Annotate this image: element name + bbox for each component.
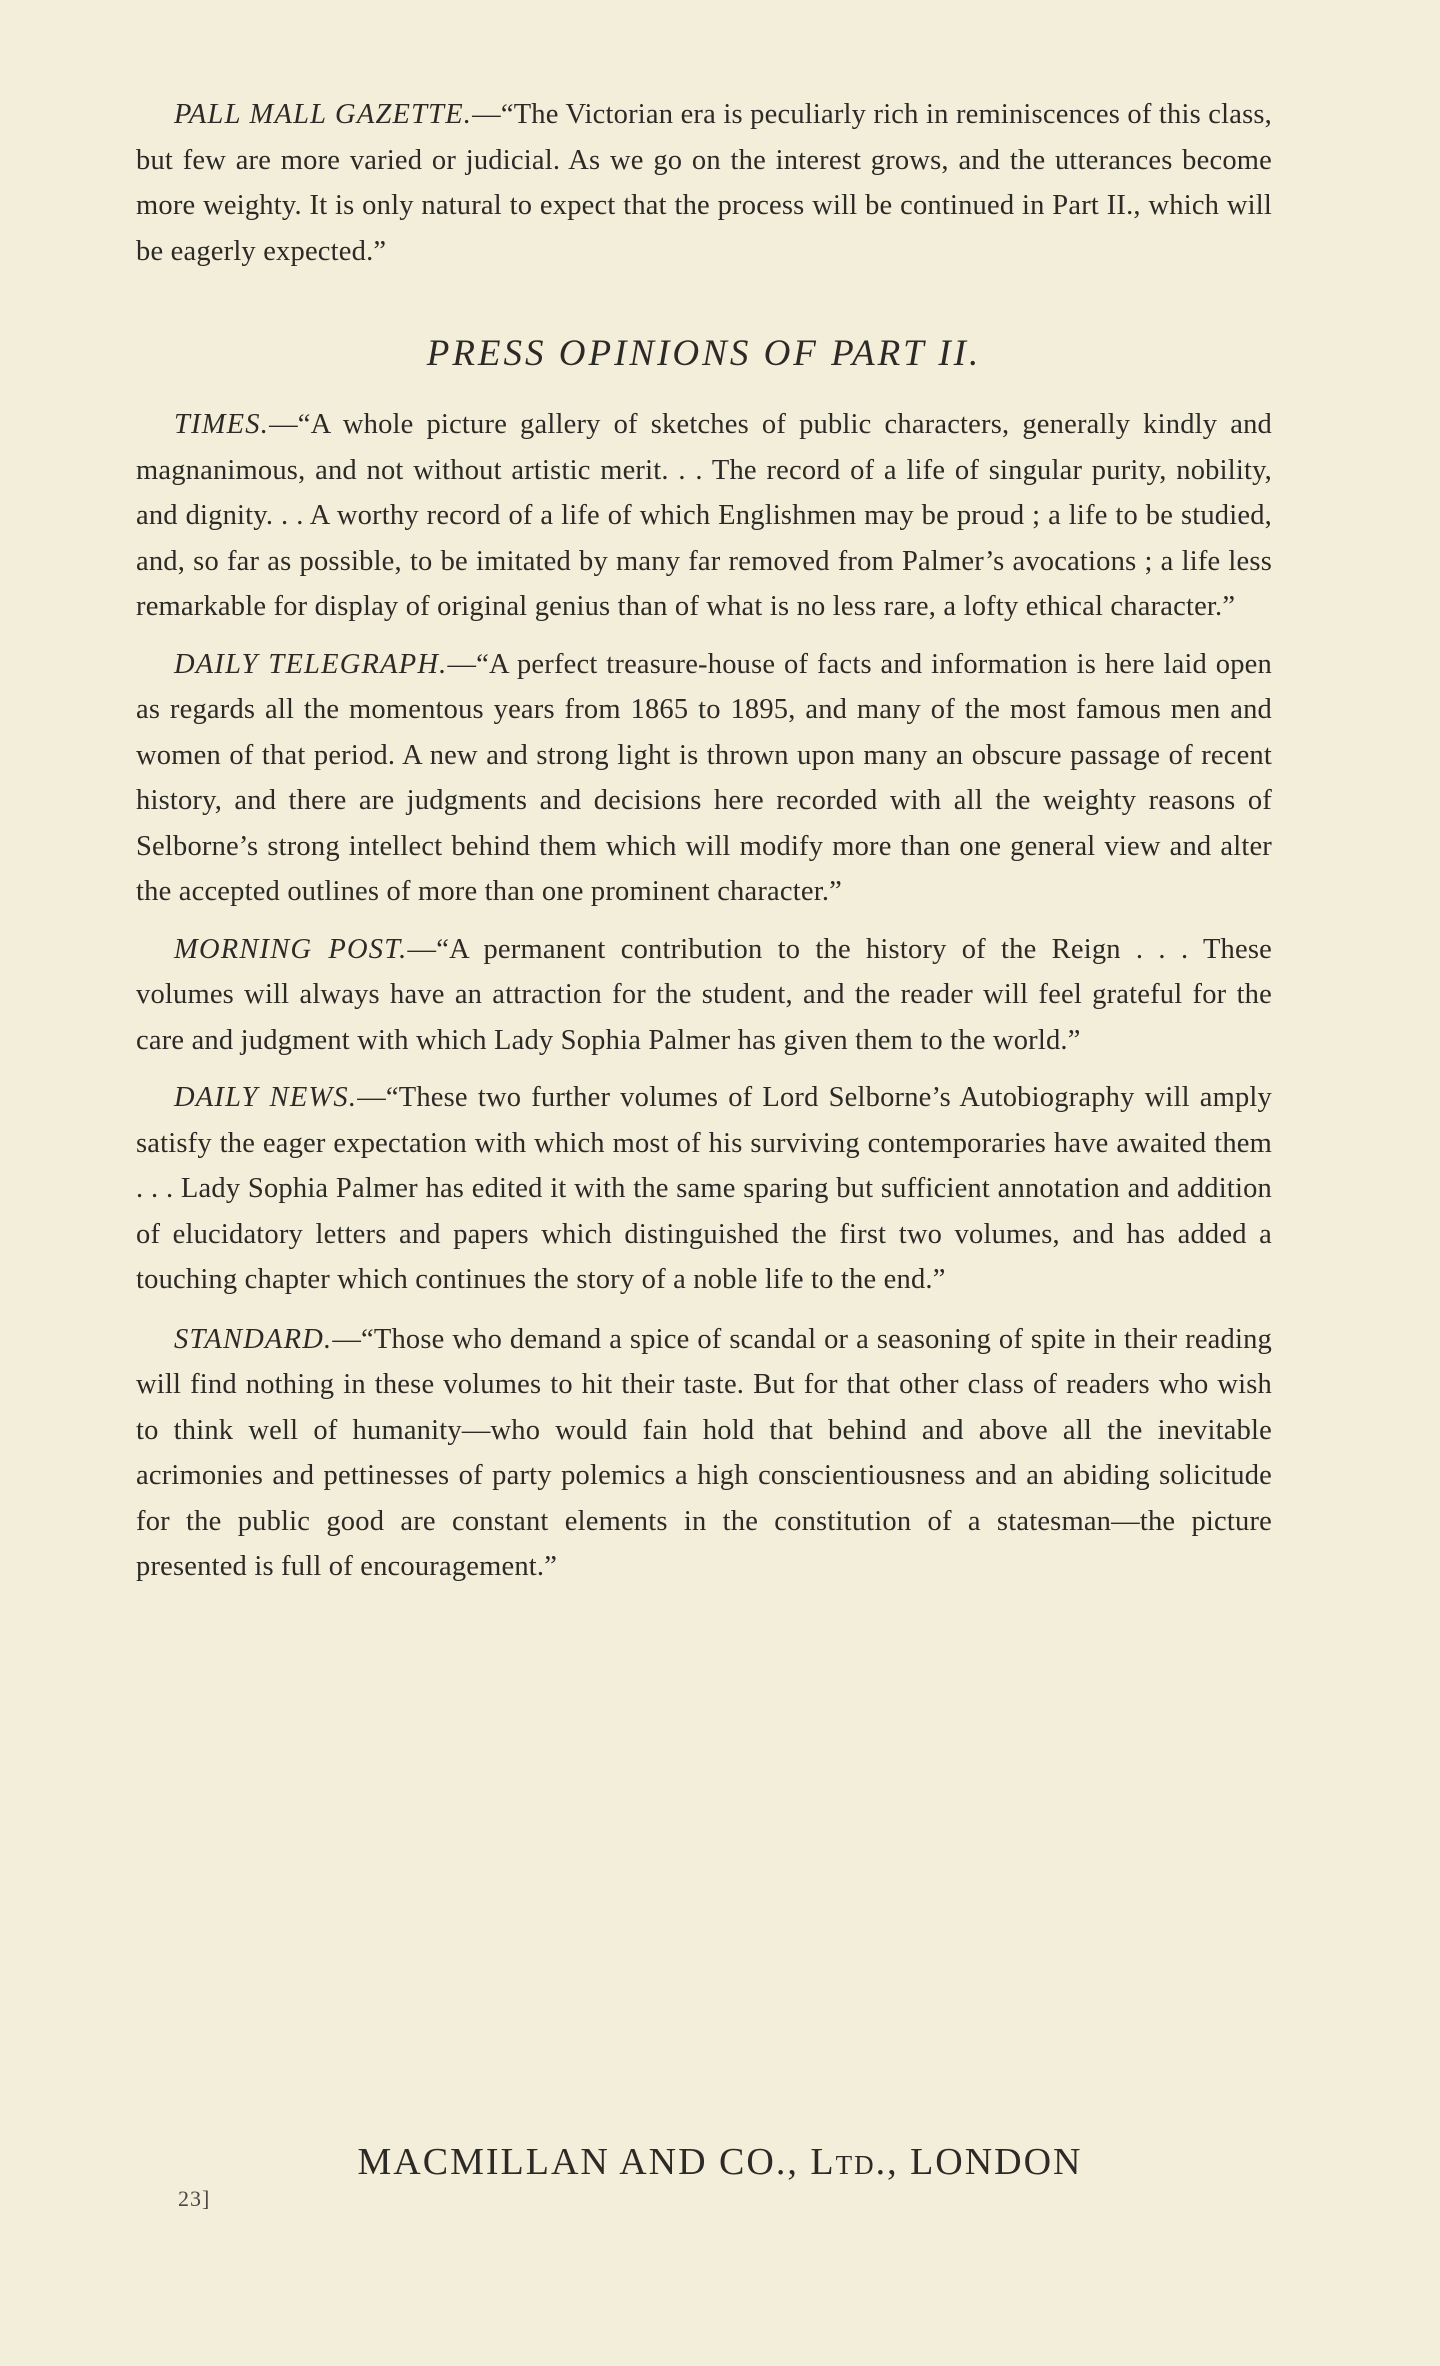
review-standard [136, 1317, 1272, 1590]
section-heading: PRESS OPINIONS OF PART II. [426, 333, 982, 374]
review-quote: —“A perfect treasure-house of facts and information is here laid open as regards all the momentous years from 1865 to 1895, and many of the most famous men and women of that period. A new and strong light is thrown upon many an obscure passage of recent history, and there are judgments and decisions here recorded with all the weighty reasons of Selborne’s strong intellect behind them which will modify more than one general view and alter the accepted outlines of more than one prominent character.” [136, 648, 1272, 907]
page-code: 23] [178, 2186, 211, 2211]
publisher-imprint [0, 2140, 1440, 2184]
publisher-ltd: Ltd., [810, 2141, 899, 2183]
review-daily-news [136, 1075, 1272, 1303]
review-pall-mall-gazette [136, 92, 1272, 274]
review-source: DAILY NEWS. [174, 1082, 358, 1113]
review-morning-post [136, 927, 1272, 1064]
review-times [136, 402, 1272, 630]
publisher-name: MACMILLAN AND CO., [357, 2141, 799, 2183]
review-source: DAILY TELEGRAPH. [174, 648, 448, 680]
review-source: TIMES. [174, 409, 270, 440]
review-quote: —“A permanent contribution to the history of the Reign . . . These volumes will always have an attraction for the student, and the reader will feel grateful for the care and judgment with which Lady Sophia Palmer has given them to the world.” [136, 933, 1272, 1056]
review-source: PALL MALL GAZETTE. [174, 99, 473, 130]
review-daily-telegraph [136, 642, 1272, 915]
review-quote: —“These two further volumes of Lord Selborne’s Autobiography will amply satisfy the eager expectation with which most of his surviving contemporaries have awaited them . . . Lady Sophia Palmer has edited it with the same sparing but sufficient annotation and addition of elucidatory letters and papers which distinguished the first two volumes, and has added a touching chapter which continues the story of a noble life to the end.” [136, 1082, 1272, 1295]
review-source: MORNING POST. [174, 933, 408, 965]
press-opinions-page [136, 92, 1272, 1590]
review-quote: —“Those who demand a spice of scandal or a seasoning of spite in their reading will find nothing in these volumes to hit their taste. But for that other class of readers who wish to think well of humanity—who would fain hold that behind and above all the inevitable acrimonies and pettinesses of party polemics a high conscientiousness and an abiding solicitude for the public good are constant elements in the constitution of a statesman—the picture presented is full of encouragement.” [136, 1323, 1272, 1582]
review-quote: —“The Victorian era is peculiarly rich in reminiscences of this class, but few are more varied or judicial. As we go on the interest grows, and the utterances become more weighty. It is only natural to expect that the process will be continued in Part II., which will be eagerly expected.” [136, 99, 1273, 267]
publisher-city: LONDON [910, 2141, 1083, 2183]
review-source: STANDARD. [174, 1323, 333, 1355]
review-quote: —“A whole picture gallery of sketches of public characters, generally kindly and magnanimous, and not without artistic merit. . . The record of a life of singular purity, nobility, and dignity. . . A worthy record of a life of which Englishmen may be proud ; a life to be studied, and, so far as possible, to be imitated by many far removed from Palmer’s avocations ; a life less remarkable for display of original genius than of what is no less rare, a lofty ethical character.” [136, 409, 1272, 622]
